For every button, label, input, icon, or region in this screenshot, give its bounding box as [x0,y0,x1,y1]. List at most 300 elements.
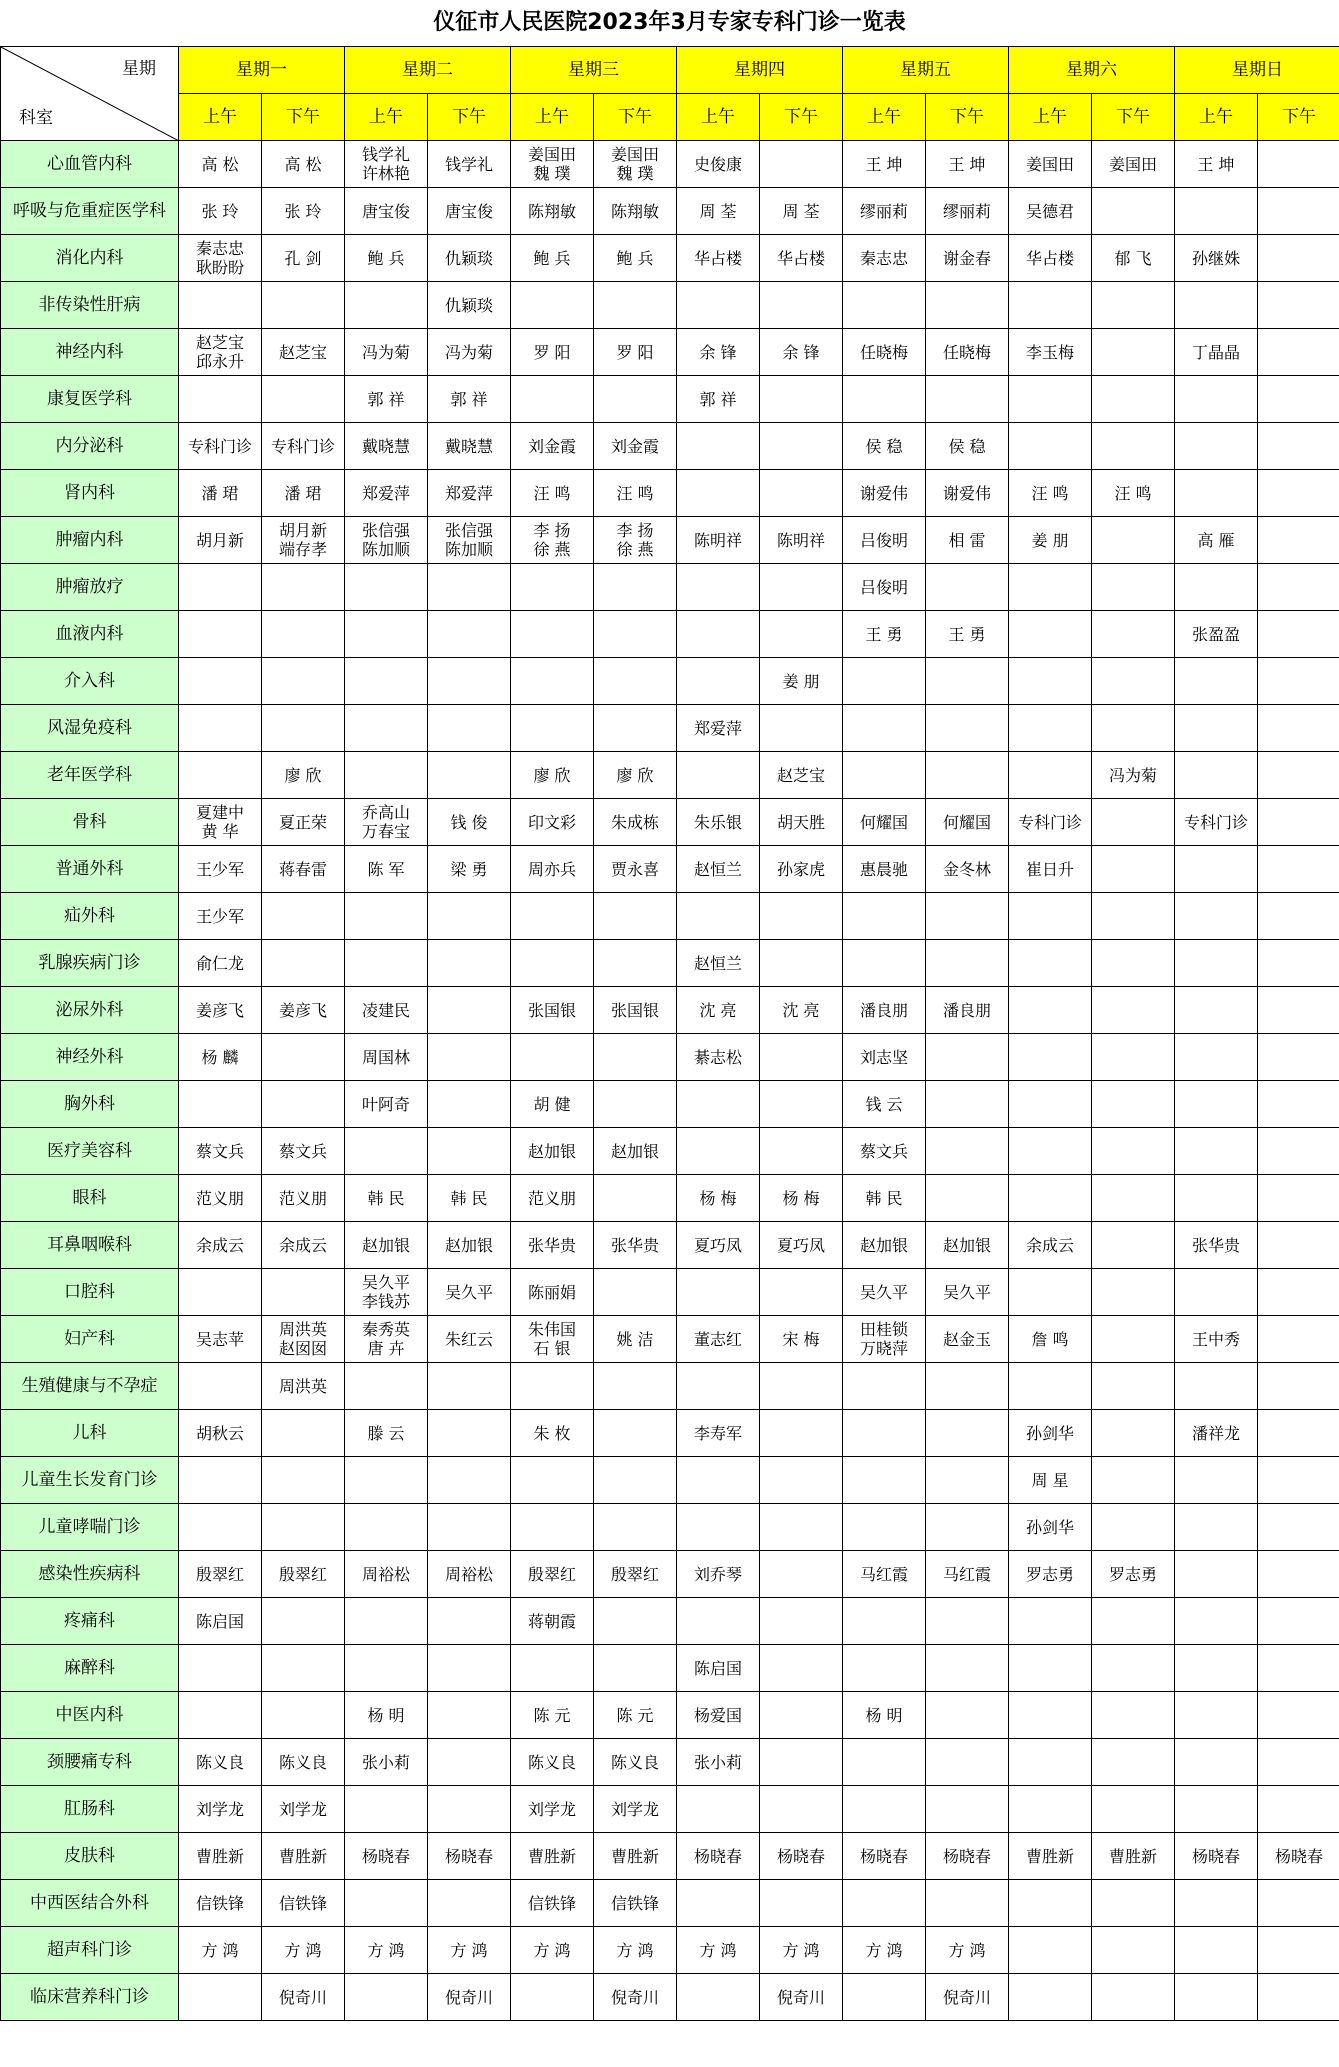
doctor-name: 何耀国 [859,812,908,832]
department-name: 非传染性肝病 [1,282,179,329]
doctor-cell [1092,1504,1175,1551]
doctor-cell [594,564,677,611]
doctor-name: 朱伟国 [527,1320,576,1339]
doctor-cell [594,658,677,705]
day-header: 星期一 [179,47,345,94]
table-header [1,47,1339,141]
doctor-cell [1092,1739,1175,1786]
doctor-cell [594,846,677,893]
doctor-cell [1175,611,1258,658]
department-name: 血液内科 [1,611,179,658]
doctor-cell [677,564,760,611]
department-name: 肿瘤内科 [1,517,179,564]
doctor-cell [594,470,677,517]
doctor-name: 杨 麟 [201,1047,239,1067]
doctor-cell [262,517,345,564]
department-name: 麻醉科 [1,1645,179,1692]
doctor-name: 郁 飞 [1114,248,1152,268]
doctor-cell [345,1128,428,1175]
department-name: 老年医学科 [1,752,179,799]
doctor-cell [179,940,262,987]
doctor-cell [843,1316,926,1363]
doctor-cell [594,611,677,658]
doctor-cell [677,611,760,658]
doctor-name: 王 勇 [865,624,903,644]
doctor-cell [926,1551,1009,1598]
doctor-cell [428,799,511,846]
doctor-name: 吕俊明 [859,530,908,550]
doctor-cell [511,188,594,235]
department-name: 泌尿外科 [1,987,179,1034]
doctor-cell [511,282,594,329]
doctor-cell [1175,1551,1258,1598]
doctor-cell [1009,235,1092,282]
doctor-cell [843,1175,926,1222]
doctor-cell [760,1692,843,1739]
doctor-cell [1258,1175,1339,1222]
doctor-name: 谢金春 [942,248,991,268]
doctor-cell [345,1645,428,1692]
doctor-cell [262,987,345,1034]
doctor-name: 曹胜新 [1025,1846,1074,1866]
doctor-cell [262,329,345,376]
doctor-cell [1092,846,1175,893]
doctor-cell [179,1316,262,1363]
doctor-name: 杨晓春 [859,1846,908,1866]
doctor-cell [1092,1316,1175,1363]
doctor-cell [179,376,262,423]
doctor-cell [428,1692,511,1739]
doctor-cell [1009,282,1092,329]
doctor-cell [1258,141,1339,188]
doctor-cell [594,1363,677,1410]
doctor-cell [1092,658,1175,705]
table-row [1,893,1339,940]
doctor-cell [262,1692,345,1739]
doctor-cell [179,1410,262,1457]
doctor-cell [926,1410,1009,1457]
doctor-cell [428,1269,511,1316]
doctor-cell [345,705,428,752]
department-name: 中西医结合外科 [1,1880,179,1927]
doctor-cell [843,423,926,470]
doctor-name: 印文彩 [527,812,576,832]
doctor-name: 孙家虎 [776,859,825,879]
doctor-cell [843,1457,926,1504]
doctor-cell [179,1833,262,1880]
doctor-cell [1092,1786,1175,1833]
doctor-name: 信铁锋 [610,1893,659,1913]
doctor-cell [1009,1833,1092,1880]
doctor-cell [760,893,843,940]
doctor-cell [345,1504,428,1551]
doctor-name: 杨晓春 [693,1846,742,1866]
doctor-cell [262,1786,345,1833]
doctor-cell [677,517,760,564]
doctor-cell [760,1269,843,1316]
department-name: 中医内科 [1,1692,179,1739]
doctor-cell [345,1974,428,2021]
doctor-name: 冯为菊 [361,342,410,362]
doctor-name: 魏 璞 [533,164,571,183]
doctor-name: 余成云 [195,1235,244,1255]
doctor-name: 周 荃 [782,201,820,221]
doctor-cell [926,1457,1009,1504]
doctor-cell [843,1645,926,1692]
doctor-name: 陈丽娟 [527,1282,576,1302]
doctor-cell [511,1410,594,1457]
doctor-cell [1258,1692,1339,1739]
doctor-cell [926,470,1009,517]
doctor-name: 张 玲 [284,201,322,221]
doctor-cell [594,1833,677,1880]
doctor-cell [428,1786,511,1833]
doctor-cell [345,611,428,658]
doctor-cell [760,1363,843,1410]
doctor-name: 詹 鸣 [1031,1329,1069,1349]
doctor-name: 李 扬 [616,521,654,540]
doctor-cell [1258,1551,1339,1598]
doctor-name: 宋 梅 [782,1329,820,1349]
table-row [1,1457,1339,1504]
doctor-cell [428,423,511,470]
doctor-cell [1092,1457,1175,1504]
morning-header: 上午 [179,94,262,141]
doctor-cell [594,1974,677,2021]
doctor-name: 周裕松 [361,1564,410,1584]
doctor-cell [594,940,677,987]
department-name: 骨科 [1,799,179,846]
doctor-name: 蔡文兵 [195,1141,244,1161]
doctor-name: 范义朋 [278,1188,327,1208]
doctor-cell [1092,423,1175,470]
doctor-cell [179,1081,262,1128]
doctor-cell [179,987,262,1034]
doctor-name: 王 坤 [948,154,986,174]
corner-cell [1,47,179,141]
doctor-name: 周洪英 [278,1320,327,1339]
doctor-cell [1175,1645,1258,1692]
doctor-name: 吴久平 [859,1282,908,1302]
doctor-cell [677,846,760,893]
afternoon-header: 下午 [926,94,1009,141]
doctor-name: 蒋朝霞 [527,1611,576,1631]
doctor-name: 周洪英 [278,1376,327,1396]
doctor-cell [1092,799,1175,846]
doctor-cell [926,376,1009,423]
doctor-cell [511,1316,594,1363]
doctor-cell [1258,1598,1339,1645]
doctor-cell [262,940,345,987]
doctor-cell [345,1034,428,1081]
doctor-cell [843,1739,926,1786]
doctor-cell [1092,470,1175,517]
department-name: 呼吸与危重症医学科 [1,188,179,235]
table-row [1,1175,1339,1222]
doctor-cell [1009,1739,1092,1786]
morning-header: 上午 [1175,94,1258,141]
morning-header: 上午 [843,94,926,141]
doctor-cell [1175,1880,1258,1927]
doctor-cell [926,940,1009,987]
doctor-cell [345,1692,428,1739]
doctor-name: 汪 鸣 [533,483,571,503]
table-row [1,1410,1339,1457]
doctor-cell [262,1128,345,1175]
doctor-name: 李 扬 [533,521,571,540]
doctor-cell [345,329,428,376]
doctor-name: 曹胜新 [610,1846,659,1866]
doctor-cell [926,1645,1009,1692]
table-row [1,564,1339,611]
doctor-cell [1175,1175,1258,1222]
doctor-cell [179,1222,262,1269]
table-row [1,1128,1339,1175]
doctor-name: 马红霞 [942,1564,991,1584]
doctor-cell [760,470,843,517]
doctor-cell [843,1363,926,1410]
doctor-cell [594,423,677,470]
doctor-name: 杨 梅 [782,1188,820,1208]
doctor-name: 周亦兵 [527,859,576,879]
doctor-name: 吴德君 [1025,201,1074,221]
doctor-name: 杨 明 [865,1705,903,1725]
doctor-cell [345,1551,428,1598]
doctor-cell [760,1645,843,1692]
doctor-name: 张信强 [444,521,493,540]
doctor-name: 余 锋 [782,342,820,362]
doctor-cell [843,1081,926,1128]
doctor-cell [677,1786,760,1833]
doctor-cell [1092,1034,1175,1081]
doctor-name: 陈翔敏 [610,201,659,221]
doctor-name: 姜国田 [1108,154,1157,174]
doctor-cell [677,940,760,987]
doctor-cell [843,564,926,611]
doctor-cell [594,1222,677,1269]
doctor-name: 张小莉 [361,1752,410,1772]
doctor-name: 李钱苏 [361,1292,410,1311]
doctor-name: 赵加银 [859,1235,908,1255]
doctor-cell [1175,423,1258,470]
morning-header: 上午 [677,94,760,141]
doctor-cell [345,423,428,470]
doctor-name: 刘学龙 [610,1799,659,1819]
doctor-cell [511,846,594,893]
doctor-cell [1009,611,1092,658]
doctor-name: 乔高山 [361,803,410,822]
doctor-name: 曹胜新 [1108,1846,1157,1866]
doctor-name: 胡 健 [533,1094,571,1114]
doctor-cell [511,376,594,423]
doctor-name: 侯 稳 [948,436,986,456]
doctor-cell [843,1269,926,1316]
doctor-cell [428,1504,511,1551]
doctor-cell [179,799,262,846]
doctor-name: 董志红 [693,1329,742,1349]
afternoon-header: 下午 [594,94,677,141]
doctor-cell [1009,1128,1092,1175]
doctor-cell [926,1175,1009,1222]
doctor-cell [677,470,760,517]
department-name: 心血管内科 [1,141,179,188]
doctor-cell [1175,1739,1258,1786]
doctor-cell [843,1833,926,1880]
doctor-cell [262,564,345,611]
doctor-cell [1258,1316,1339,1363]
doctor-cell [1175,376,1258,423]
doctor-cell [843,893,926,940]
doctor-name: 黄 华 [201,822,239,841]
doctor-name: 郭 祥 [367,389,405,409]
doctor-name: 戴晓慧 [361,436,410,456]
doctor-name: 潘祥龙 [1191,1423,1240,1443]
doctor-name: 王 坤 [865,154,903,174]
doctor-cell [1258,1880,1339,1927]
doctor-cell [1258,1269,1339,1316]
doctor-name: 专科门诊 [270,436,335,456]
doctor-cell [760,987,843,1034]
doctor-name: 魏 璞 [616,164,654,183]
doctor-cell [1258,1833,1339,1880]
doctor-cell [428,1081,511,1128]
doctor-cell [345,1739,428,1786]
doctor-cell [594,799,677,846]
doctor-cell [428,188,511,235]
doctor-name: 叶阿奇 [361,1094,410,1114]
doctor-cell [760,705,843,752]
doctor-name: 杨晓春 [776,1846,825,1866]
doctor-name: 姜彦飞 [195,1000,244,1020]
doctor-cell [926,1222,1009,1269]
doctor-cell [428,1034,511,1081]
doctor-cell [1258,1034,1339,1081]
doctor-cell [843,1410,926,1457]
doctor-cell [179,611,262,658]
doctor-cell [1009,1645,1092,1692]
doctor-cell [1175,658,1258,705]
doctor-name: 俞仁龙 [195,953,244,973]
doctor-cell [843,705,926,752]
doctor-cell [1009,1175,1092,1222]
doctor-cell [511,705,594,752]
doctor-cell [262,376,345,423]
doctor-cell [511,1222,594,1269]
doctor-name: 方 鸿 [533,1940,571,1960]
doctor-name: 杨爱国 [693,1705,742,1725]
doctor-name: 赵恒兰 [693,859,742,879]
doctor-cell [1009,1551,1092,1598]
department-name: 肿瘤放疗 [1,564,179,611]
doctor-name: 张国银 [527,1000,576,1020]
doctor-name: 任晓梅 [942,342,991,362]
doctor-cell [511,658,594,705]
doctor-name: 陈 军 [367,859,405,879]
doctor-cell [1092,705,1175,752]
doctor-cell [428,141,511,188]
doctor-name: 殷翠红 [527,1564,576,1584]
doctor-cell [926,1786,1009,1833]
department-name: 肛肠科 [1,1786,179,1833]
doctor-cell [428,517,511,564]
doctor-cell [1175,1222,1258,1269]
doctor-cell [1258,423,1339,470]
doctor-cell [262,1034,345,1081]
doctor-cell [262,752,345,799]
doctor-cell [511,1880,594,1927]
doctor-cell [428,1598,511,1645]
doctor-name: 杨晓春 [1191,1846,1240,1866]
doctor-cell [179,329,262,376]
doctor-cell [594,1316,677,1363]
doctor-name: 刘志坚 [859,1047,908,1067]
doctor-cell [1092,1363,1175,1410]
doctor-cell [1009,1410,1092,1457]
department-name: 神经内科 [1,329,179,376]
doctor-cell [594,987,677,1034]
doctor-cell [926,423,1009,470]
doctor-cell [843,658,926,705]
doctor-name: 陈明祥 [693,530,742,550]
doctor-cell [760,1457,843,1504]
doctor-name: 范义朋 [527,1188,576,1208]
doctor-name: 姜国田 [1025,154,1074,174]
department-name: 超声科门诊 [1,1927,179,1974]
table-row [1,1786,1339,1833]
doctor-name: 王少军 [195,906,244,926]
doctor-cell [1175,329,1258,376]
doctor-cell [760,1739,843,1786]
doctor-cell [428,282,511,329]
doctor-cell [511,517,594,564]
doctor-cell [1092,1598,1175,1645]
doctor-name: 郑爱萍 [444,483,493,503]
doctor-cell [1175,282,1258,329]
doctor-name: 缪丽莉 [859,201,908,221]
doctor-cell [345,1880,428,1927]
afternoon-header: 下午 [428,94,511,141]
doctor-cell [1175,1081,1258,1128]
doctor-name: 鲍 兵 [367,248,405,268]
doctor-cell [1009,1269,1092,1316]
doctor-name: 张信强 [361,521,410,540]
doctor-name: 韩 民 [450,1188,488,1208]
doctor-cell [1258,329,1339,376]
doctor-name: 谢爱伟 [859,483,908,503]
doctor-name: 廖 欣 [616,765,654,785]
doctor-cell [1258,1974,1339,2021]
doctor-name: 刘学龙 [527,1799,576,1819]
table-row [1,1269,1339,1316]
doctor-cell [1258,893,1339,940]
doctor-name: 陈义良 [195,1752,244,1772]
doctor-name: 郭 祥 [699,389,737,409]
department-name: 儿科 [1,1410,179,1457]
table-row [1,282,1339,329]
doctor-name: 张华贵 [527,1235,576,1255]
doctor-name: 徐 燕 [616,540,654,559]
doctor-name: 方 鸿 [699,1940,737,1960]
doctor-name: 钱学礼 [444,154,493,174]
department-name: 耳鼻咽喉科 [1,1222,179,1269]
doctor-cell [1175,1410,1258,1457]
doctor-cell [760,235,843,282]
doctor-cell [843,1927,926,1974]
doctor-name: 周 星 [1031,1470,1069,1490]
doctor-cell [345,470,428,517]
doctor-name: 姜国田 [527,145,576,164]
department-name: 感染性疾病科 [1,1551,179,1598]
